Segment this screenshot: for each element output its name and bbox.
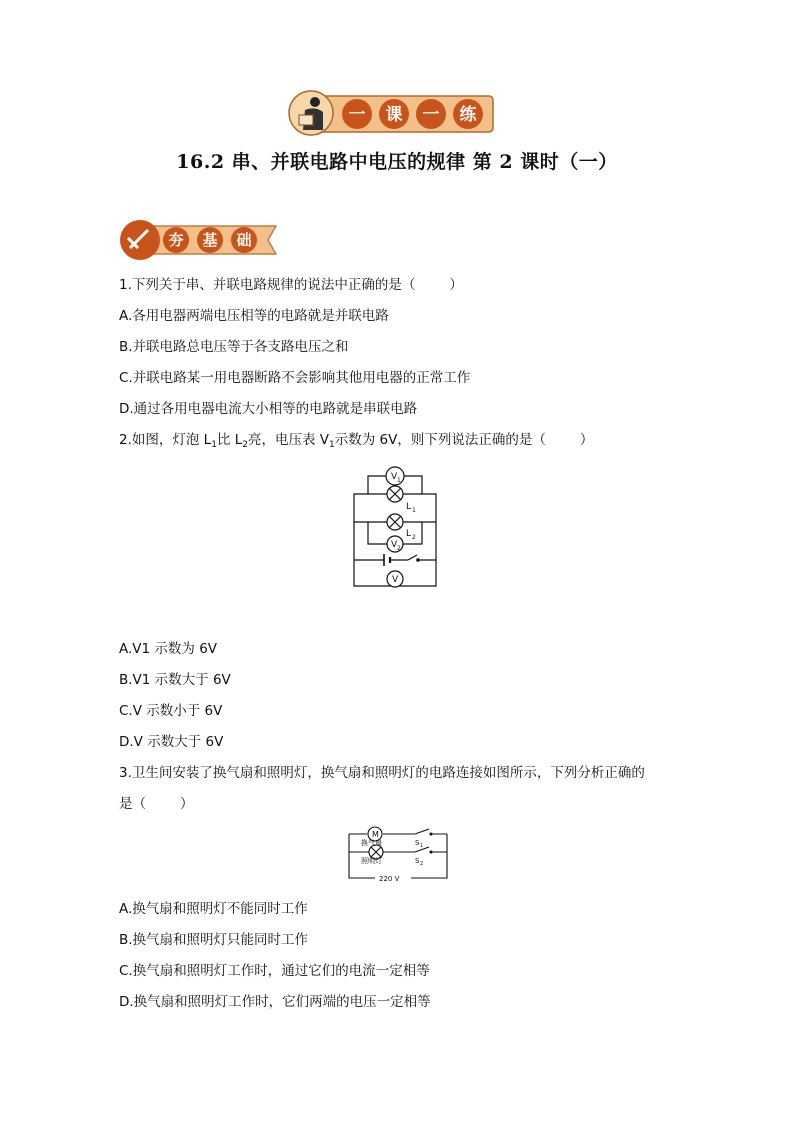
section-char: 础 <box>236 231 252 249</box>
label-v2: V <box>391 540 398 550</box>
banner-char: 课 <box>385 105 403 125</box>
q3-option-d: D.换气扇和照明灯工作时，它们两端的电压一定相等 <box>119 994 431 1010</box>
q2-option-c: C.V 示数小于 6V <box>119 703 223 719</box>
section-char: 夯 <box>168 231 184 249</box>
q2-option-d: D.V 示数大于 6V <box>119 734 224 750</box>
banner-char: 练 <box>459 105 477 125</box>
question-1-stem: 1.下列关于串、并联电路规律的说法中正确的是（ ） <box>119 277 463 293</box>
label-v: V <box>392 575 399 585</box>
label-fan: 换气扇 <box>361 839 382 847</box>
q1-option-b: B.并联电路总电压等于各支路电压之和 <box>119 339 349 355</box>
label-light: 照明灯 <box>361 857 382 865</box>
label-l2-sub: 2 <box>412 534 416 541</box>
label-l2: L <box>406 529 412 539</box>
label-s2-sub: 2 <box>420 861 424 867</box>
question-3-stem-line1: 3.卫生间安装了换气扇和照明灯，换气扇和照明灯的电路连接如图所示，下列分析正确的 <box>119 765 645 781</box>
label-l1-sub: 1 <box>412 507 416 514</box>
circuit-diagram-q2 <box>350 462 440 598</box>
q1-option-d: D.通过各用电器电流大小相等的电路就是串联电路 <box>119 401 418 417</box>
q3-option-b: B.换气扇和照明灯只能同时工作 <box>119 932 309 948</box>
question-2-stem: 2.如图，灯泡 $L_1$比 $L_2$亮，电压表 $V_1$示数为 6V，则下列说法正确的是（ ） <box>119 432 594 450</box>
q3-option-a: A.换气扇和照明灯不能同时工作 <box>119 901 308 917</box>
q2-option-b: B.V1 示数大于 6V <box>119 672 231 688</box>
q3-option-c: C.换气扇和照明灯工作时，通过它们的电流一定相等 <box>119 963 430 979</box>
label-v2-sub: 2 <box>397 545 401 552</box>
section-char: 基 <box>202 231 218 249</box>
q1-option-c: C.并联电路某一用电器断路不会影响其他用电器的正常工作 <box>119 370 471 386</box>
label-v1-sub: 1 <box>397 477 401 484</box>
lesson-banner <box>287 88 497 138</box>
label-l1: L <box>406 502 412 512</box>
label-s1: S <box>415 839 420 847</box>
circuit-diagram-q3 <box>343 826 453 890</box>
question-3-stem-line2: 是（ ） <box>119 796 194 812</box>
banner-char: 一 <box>422 105 440 125</box>
section-badge <box>118 218 280 262</box>
label-motor: M <box>372 830 379 839</box>
label-supply: 220 V <box>379 875 400 883</box>
label-s1-sub: 1 <box>420 843 424 849</box>
q1-option-a: A.各用电器两端电压相等的电路就是并联电路 <box>119 308 389 324</box>
label-v1: V <box>391 472 398 482</box>
label-s2: S <box>415 857 420 865</box>
q2-option-a: A.V1 示数为 6V <box>119 641 218 657</box>
banner-char: 一 <box>348 105 366 125</box>
page-title: 16.2 串、并联电路中电压的规律 第 2 课时（一） <box>176 151 618 173</box>
